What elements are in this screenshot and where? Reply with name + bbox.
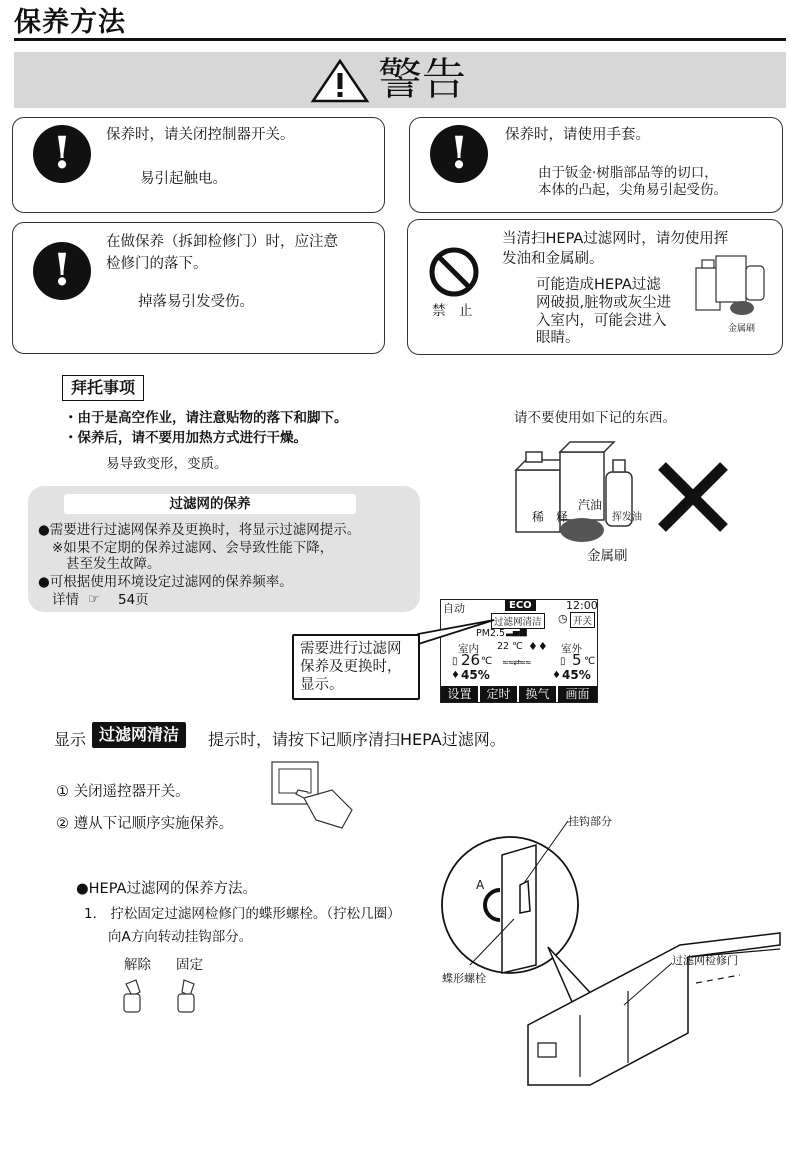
warning-text: 检修门的落下。 (106, 256, 208, 272)
bolt-label: 蝶形螺栓 (442, 972, 486, 985)
exclamation-icon: ! (33, 242, 91, 300)
hook-label: 挂钩部分 (568, 815, 612, 828)
lcd-outdoor-humidity: 45% (562, 668, 591, 682)
lcd-filter-alert: 过滤网清洁 (491, 613, 545, 629)
bolt-fixed-icon (172, 978, 200, 1018)
lcd-outdoor-temp: 5 (572, 651, 582, 669)
lcd-pm25: PM2.5 (476, 628, 506, 639)
drops-icon: ♦♦ (528, 640, 548, 653)
thermometer-icon: ▯ (560, 656, 566, 667)
lcd-set-temp: 22 ℃ (497, 641, 523, 652)
step-item: ① 关闭遥控器开关。 (56, 784, 190, 800)
warning-heading: 警告 (378, 54, 466, 105)
instruction-suffix: 提示时，请按下记顺序清扫HEPA过滤网。 (208, 730, 506, 749)
hepa-step: 1． 拧松固定过滤网检修门的蝶形螺栓。（拧松几圈） (84, 906, 401, 922)
lcd-button-ventilation[interactable]: 换气 (519, 686, 556, 702)
prohibit-label: 禁 止 (432, 303, 473, 319)
prohibition-icon (428, 246, 480, 298)
lcd-indoor-temp: 26 (461, 651, 481, 669)
warning-subtext: 眼睛。 (536, 330, 580, 346)
can-label: 稀 释 (532, 510, 569, 524)
warning-subtext: 易引起触电。 (140, 171, 227, 187)
warning-text: 当清扫HEPA过滤网时，请勿使用挥 (502, 231, 729, 247)
lcd-unit: ℃ (584, 656, 596, 667)
brush-label: 金属刷 (587, 548, 628, 564)
maint-line: ●可根据使用环境设定过滤网的保养频率。 (38, 574, 293, 590)
lcd-eco-badge: ECO (505, 600, 536, 611)
lcd-mode: 自动 (443, 602, 465, 615)
request-note: 易导致变形，变质。 (106, 456, 228, 472)
lcd-outdoor-label: 室外 (561, 643, 582, 655)
brush-label: 金属刷 (728, 324, 756, 334)
can-label: 挥发油 (612, 512, 642, 523)
request-item: ・保养后，请不要用加热方式进行干燥。 (64, 430, 307, 446)
release-label: 解除 (124, 957, 151, 973)
lcd-button-settings[interactable]: 设置 (441, 686, 478, 702)
lcd-button-timer[interactable]: 定时 (480, 686, 517, 702)
exclamation-icon: ! (33, 125, 91, 183)
exclamation-icon: ! (430, 125, 488, 183)
thermometer-icon: ▯ (452, 656, 458, 667)
warning-subtext: 由于钣金·树脂部品等的切口， (538, 165, 718, 181)
warning-subtext: 可能造成HEPA过滤 (536, 277, 661, 293)
door-label: 过滤网检修门 (672, 954, 738, 967)
warning-subtext: 本体的凸起，尖角易引起受伤。 (538, 182, 727, 198)
filter-maintenance-heading: 过滤网的保养 (64, 494, 356, 514)
warning-text: 发油和金属刷。 (502, 251, 604, 267)
lcd-unit: ℃ (481, 656, 493, 667)
a-direction-label: A (476, 878, 485, 892)
filter-clean-chip: 过滤网清洁 (92, 722, 186, 748)
bolt-released-icon (118, 978, 146, 1018)
clock-icon: ◷ (558, 612, 568, 625)
lcd-open-label: 开关 (570, 612, 595, 628)
maint-line: ●需要进行过滤网保养及更换时，将显示过滤网提示。 (38, 522, 361, 538)
lcd-time: 12:00 (566, 599, 598, 612)
can-label: 汽油 (578, 498, 603, 512)
pointing-hand-icon: ☞ (88, 592, 100, 607)
cross-mark-icon (656, 460, 730, 534)
warning-subtext: 掉落易引发受伤。 (138, 294, 254, 310)
detail-page-link[interactable]: 54页 (118, 592, 149, 608)
maint-line: ※如果不定期的保养过滤网、会导致性能下降， (52, 540, 334, 556)
request-heading: 拜托事项 (62, 375, 144, 401)
detail-prefix: 详情 (52, 592, 79, 608)
fix-label: 固定 (176, 957, 203, 973)
remote-hand-icon (268, 758, 358, 834)
hepa-step: 向A方向转动挂钩部分。 (108, 929, 253, 945)
signal-bars-icon: ▂▄▆ (506, 627, 527, 637)
warning-subtext: 网破损,脏物或灰尘进 (536, 295, 672, 311)
warning-text: 保养时，请使用手套。 (505, 127, 650, 143)
warning-triangle-icon (310, 58, 370, 104)
callout-line: 需要进行过滤网 (300, 641, 402, 657)
request-item: ・由于是高空作业，请注意贴物的落下和脚下。 (64, 410, 348, 426)
solvent-cans-icon (694, 246, 774, 320)
humidity-icon: ♦ (451, 670, 460, 681)
warning-text: 在做保养（拆卸检修门）时，应注意 (106, 234, 338, 250)
lcd-indoor-label: 室内 (458, 643, 479, 655)
airflow-icon: ≈≈⇄≈≈ (502, 658, 531, 667)
callout-line: 保养及更换时， (300, 659, 402, 675)
instruction-prefix: 显示 (54, 730, 87, 749)
page-title: 保养方法 (14, 7, 126, 38)
callout-line: 显示。 (300, 677, 344, 693)
warning-text: 保养时，请关闭控制器开关。 (106, 127, 295, 143)
hepa-heading: ●HEPA过滤网的保养方法。 (76, 881, 257, 897)
lcd-button-screen[interactable]: 画面 (558, 686, 597, 702)
title-rule (14, 38, 786, 41)
warning-subtext: 入室内，可能会进入 (536, 313, 667, 329)
maint-line: 甚至发生故障。 (66, 556, 161, 572)
lcd-indoor-humidity: 45% (461, 668, 490, 682)
callout-pointer (412, 618, 496, 648)
humidity-icon: ♦ (552, 670, 561, 681)
step-item: ② 遵从下记顺序实施保养。 (56, 816, 234, 832)
do-not-use-text: 请不要使用如下记的东西。 (514, 410, 676, 426)
forbidden-items-icon (512, 438, 640, 548)
